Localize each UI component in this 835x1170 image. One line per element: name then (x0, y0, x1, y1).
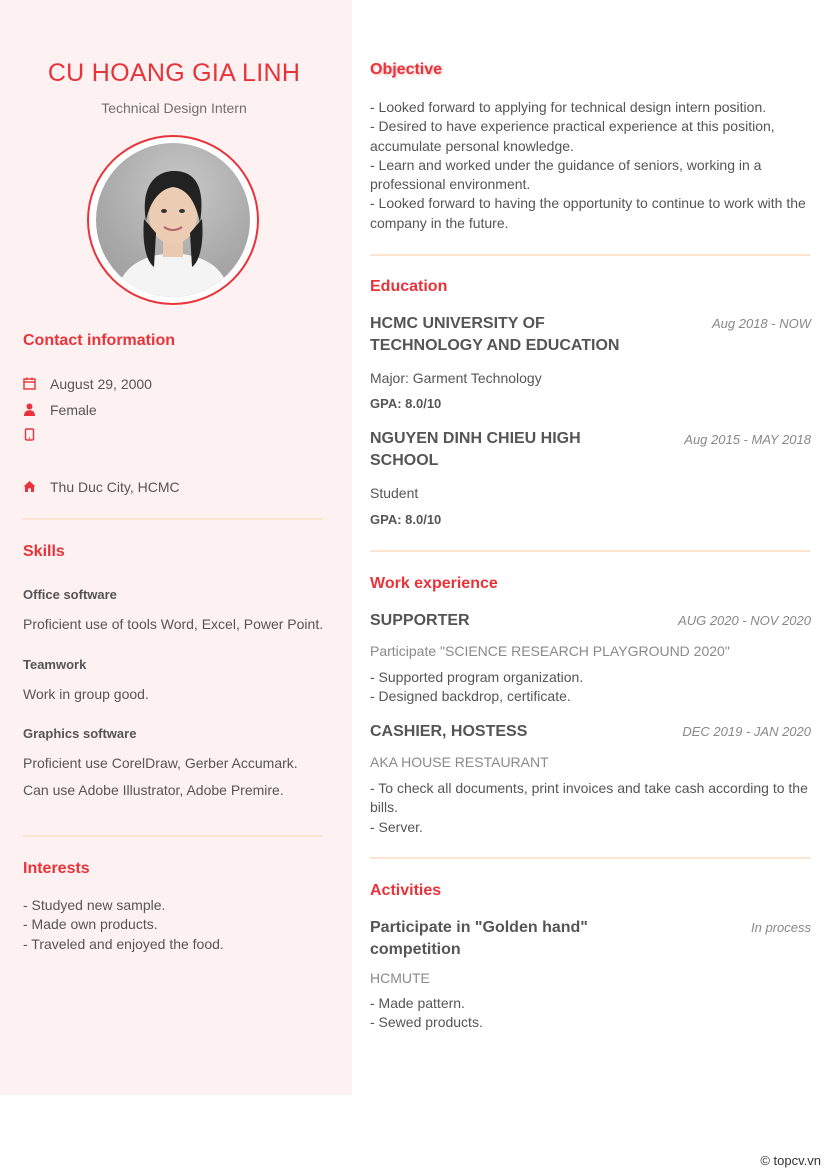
education-gpa: GPA: 8.0/10 (370, 396, 442, 411)
education-section-title: Education (370, 278, 448, 295)
calendar-icon (23, 377, 36, 390)
divider (370, 550, 810, 552)
school-name (370, 428, 581, 472)
text-line: - Desired to have experience practical experience at this position, (370, 118, 775, 135)
divider (370, 857, 810, 859)
text-line: - Designed backdrop, certificate. (370, 688, 571, 705)
footer-credit: © topcv.vn (760, 1153, 821, 1168)
job-date: AUG 2020 - NOV 2020 (678, 613, 811, 628)
school-name (370, 313, 619, 357)
avatar-photo (96, 143, 250, 297)
education-gpa: GPA: 8.0/10 (370, 512, 442, 527)
text-line: - Supported program organization. (370, 669, 584, 685)
work-section-title: Work experience (370, 575, 498, 592)
skill-description: Work in group good. (23, 686, 149, 702)
education-date: Aug 2015 - MAY 2018 (684, 432, 811, 447)
job-description (370, 779, 815, 837)
skill-name: Teamwork (23, 657, 87, 672)
objective-text (370, 98, 815, 233)
address-text: Thu Duc City, HCMC (50, 479, 180, 495)
list-item: - Studyed new sample. (23, 897, 166, 913)
job-date: DEC 2019 - JAN 2020 (682, 724, 811, 739)
text-line: - Looked forward to having the opportunity to continue to work with the (370, 195, 806, 212)
divider (23, 835, 323, 837)
phone-icon (23, 428, 36, 441)
education-major: Student (370, 485, 419, 501)
text-line: professional environment. (370, 176, 531, 193)
text-line: company in the future. (370, 214, 509, 231)
candidate-name: CU HOANG GIA LINH (47, 59, 301, 87)
text-line: - Made pattern. (370, 995, 465, 1011)
school-name-line: HCMC UNIVERSITY OF (370, 315, 545, 332)
list-item: - Made own products. (23, 916, 158, 933)
activity-name (370, 917, 588, 961)
candidate-position: Technical Design Intern (101, 100, 247, 116)
text-line: - Learn and worked under the guidance of seniors, working in a (370, 156, 762, 173)
job-role: CASHIER, HOSTESS (370, 723, 528, 740)
list-item: - Traveled and enjoyed the food. (23, 935, 224, 952)
birthday-text: August 29, 2000 (50, 376, 152, 392)
education-date: Aug 2018 - NOW (712, 316, 811, 331)
skills-section-title: Skills (23, 543, 65, 560)
text-line: - Sewed products. (370, 1014, 483, 1031)
skill-description: Can use Adobe Illustrator, Adobe Premire. (23, 782, 284, 798)
person-photo-icon (96, 143, 250, 297)
skill-description: Proficient use CorelDraw, Gerber Accumark. (23, 755, 298, 771)
objective-section-title: Objective (370, 61, 443, 78)
text-line: bills. (370, 799, 399, 816)
school-name-line: SCHOOL (370, 452, 439, 469)
school-name-line: TECHNOLOGY AND EDUCATION (370, 337, 620, 354)
skill-name: Office software (23, 587, 117, 602)
avatar (87, 135, 259, 305)
job-company: AKA HOUSE RESTAURANT (370, 754, 549, 770)
skill-name: Graphics software (23, 726, 137, 741)
job-description (370, 668, 815, 707)
activity-name-line: competition (370, 941, 461, 958)
school-name-line: NGUYEN DINH CHIEU HIGH (370, 430, 581, 447)
home-icon (23, 480, 36, 493)
divider (23, 518, 323, 520)
interests-section-title: Interests (23, 860, 90, 877)
text-line: - Looked forward to applying for technical design intern position. (370, 99, 767, 115)
job-company: Participate "SCIENCE RESEARCH PLAYGROUND 2020" (370, 643, 730, 659)
divider (370, 254, 810, 256)
gender-text: Female (50, 402, 97, 418)
user-icon (23, 403, 36, 416)
skill-description: Proficient use of tools Word, Excel, Power Point. (23, 616, 324, 632)
job-role: SUPPORTER (370, 612, 470, 629)
activity-name-line: Participate in "Golden hand" (370, 919, 588, 936)
activity-date: In process (751, 920, 811, 935)
text-line: - Server. (370, 818, 423, 835)
text-line: accumulate personal knowledge. (370, 137, 574, 154)
interests-list (23, 896, 343, 954)
activity-organization: HCMUTE (370, 970, 430, 986)
activity-description (370, 994, 815, 1033)
contact-section-title: Contact information (23, 332, 175, 349)
activities-section-title: Activities (370, 882, 442, 899)
education-major: Major: Garment Technology (370, 370, 542, 386)
text-line: - To check all documents, print invoices and take cash according to the (370, 780, 808, 796)
